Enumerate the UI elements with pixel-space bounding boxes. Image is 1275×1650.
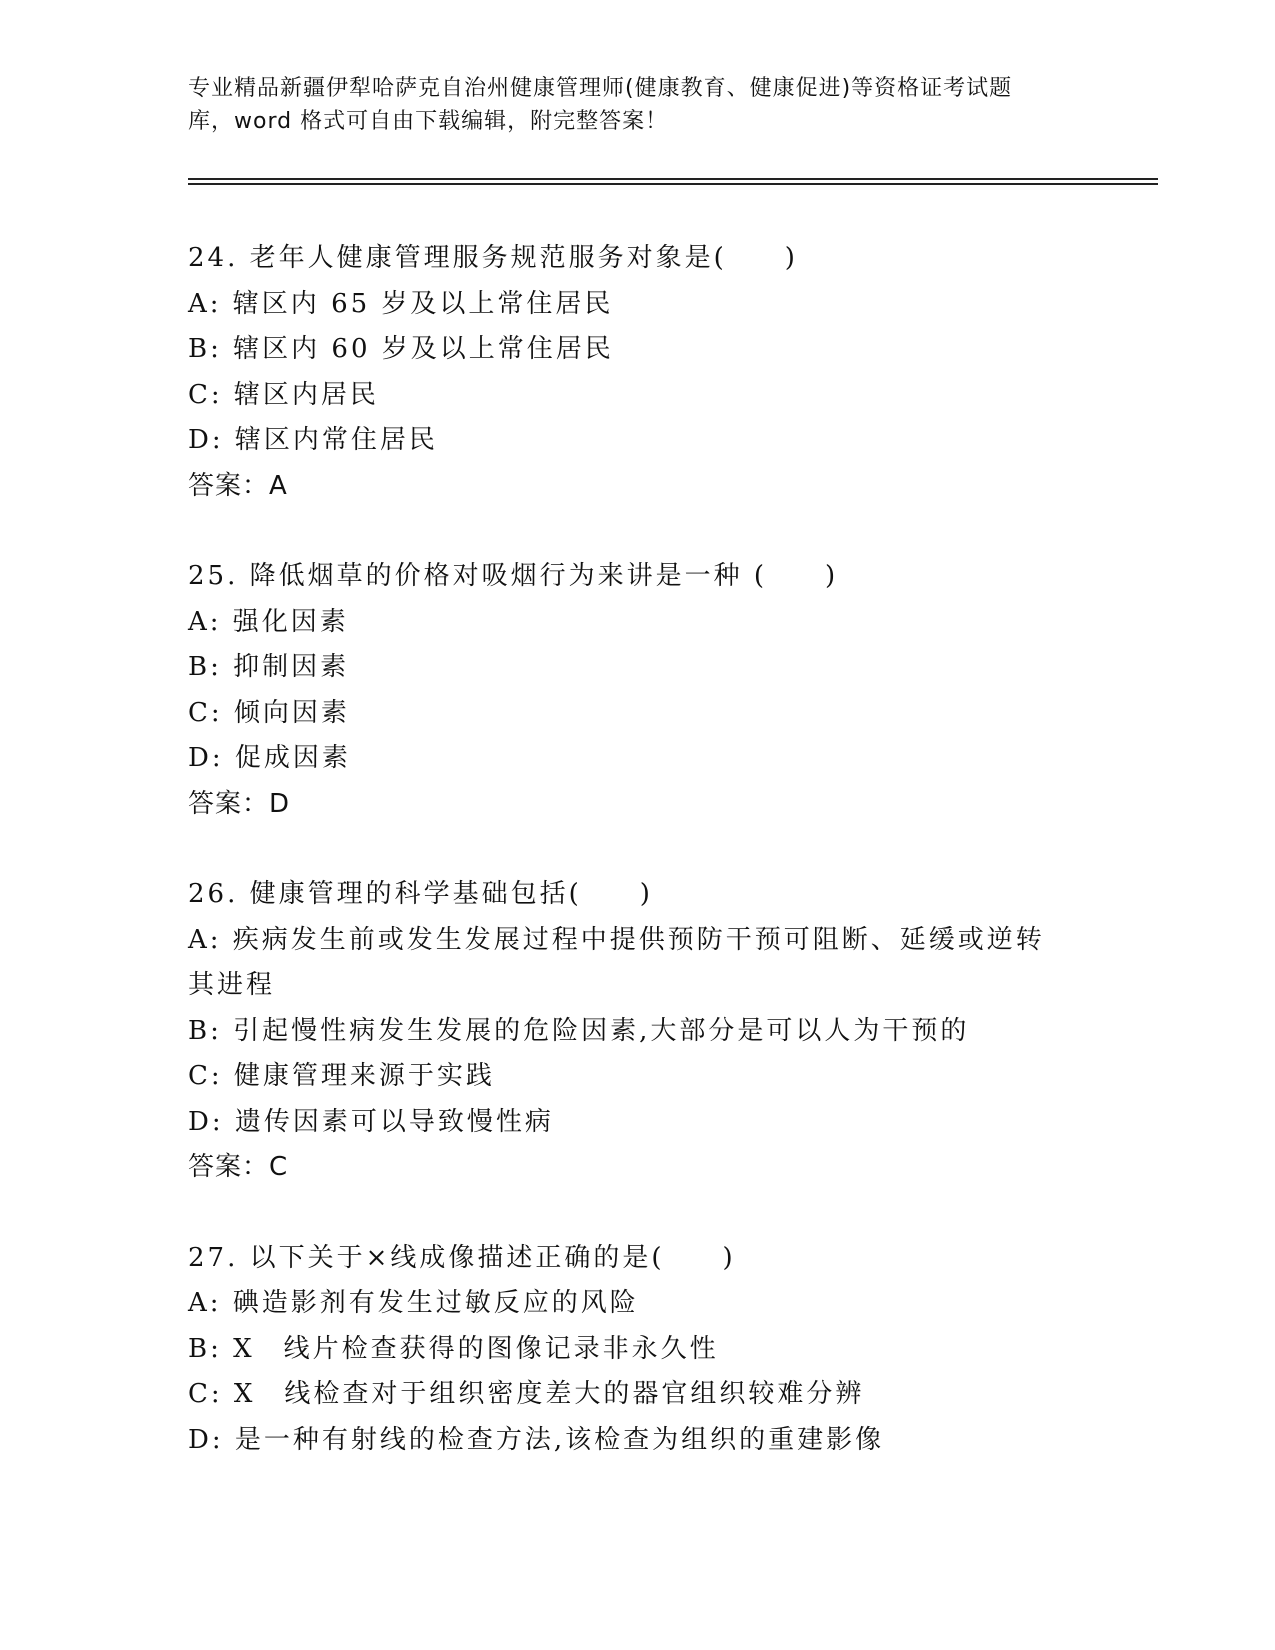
option-b: B: 抑制因素 [188, 652, 350, 682]
option-d: D: 辖区内常住居民 [188, 425, 438, 455]
question-stem: 26. 健康管理的科学基础包括( ) [188, 879, 653, 909]
option-b: B: 辖区内 60 岁及以上常住居民 [188, 334, 614, 364]
option-a: A: 碘造影剂有发生过敏反应的风险 [188, 1288, 639, 1318]
question-stem: 25. 降低烟草的价格对吸烟行为来讲是一种 ( ) [188, 561, 839, 591]
option-d: D: 是一种有射线的检查方法,该检查为组织的重建影像 [188, 1424, 885, 1455]
option-a: A: 强化因素 [188, 606, 349, 637]
option-c: C: X 线检查对于组织密度差大的器官组织较难分辨 [188, 1379, 865, 1409]
document-header [188, 72, 1088, 138]
question-stem: 24. 老年人健康管理服务规范服务对象是( ) [188, 243, 798, 273]
header-line-1: 专业精品新疆伊犁哈萨克自治州健康管理师(健康教育、健康促进)等资格证考试题 [188, 76, 1013, 101]
option-c: C: 倾向因素 [188, 697, 350, 728]
option-c: C: 辖区内居民 [188, 379, 379, 410]
header-line-2: 库，word 格式可自由下载编辑，附完整答案！ [188, 109, 669, 134]
question-list [188, 236, 1138, 1508]
option-d: D: 促成因素 [188, 743, 351, 773]
question-25 [188, 554, 1138, 827]
answer: 答案：C [188, 1152, 289, 1182]
question-24 [188, 236, 1138, 509]
option-d: D: 遗传因素可以导致慢性病 [188, 1106, 554, 1137]
header-divider-bottom [188, 183, 1158, 185]
option-a: A: 辖区内 65 岁及以上常住居民 [188, 288, 614, 319]
question-27 [188, 1236, 1138, 1464]
answer: 答案：D [188, 788, 291, 819]
option-a: A: 疾病发生前或发生发展过程中提供预防干预可阻断、延缓或逆转其进程 [188, 924, 1045, 1000]
question-stem: 27. 以下关于×线成像描述正确的是( ) [188, 1242, 736, 1273]
question-26 [188, 872, 1138, 1191]
option-b: B: 引起慢性病发生发展的危险因素,大部分是可以人为干预的 [188, 1015, 970, 1046]
header-divider-top [188, 178, 1158, 180]
option-c: C: 健康管理来源于实践 [188, 1061, 495, 1091]
answer: 答案：A [188, 470, 288, 501]
option-b: B: X 线片检查获得的图像记录非永久性 [188, 1333, 719, 1364]
